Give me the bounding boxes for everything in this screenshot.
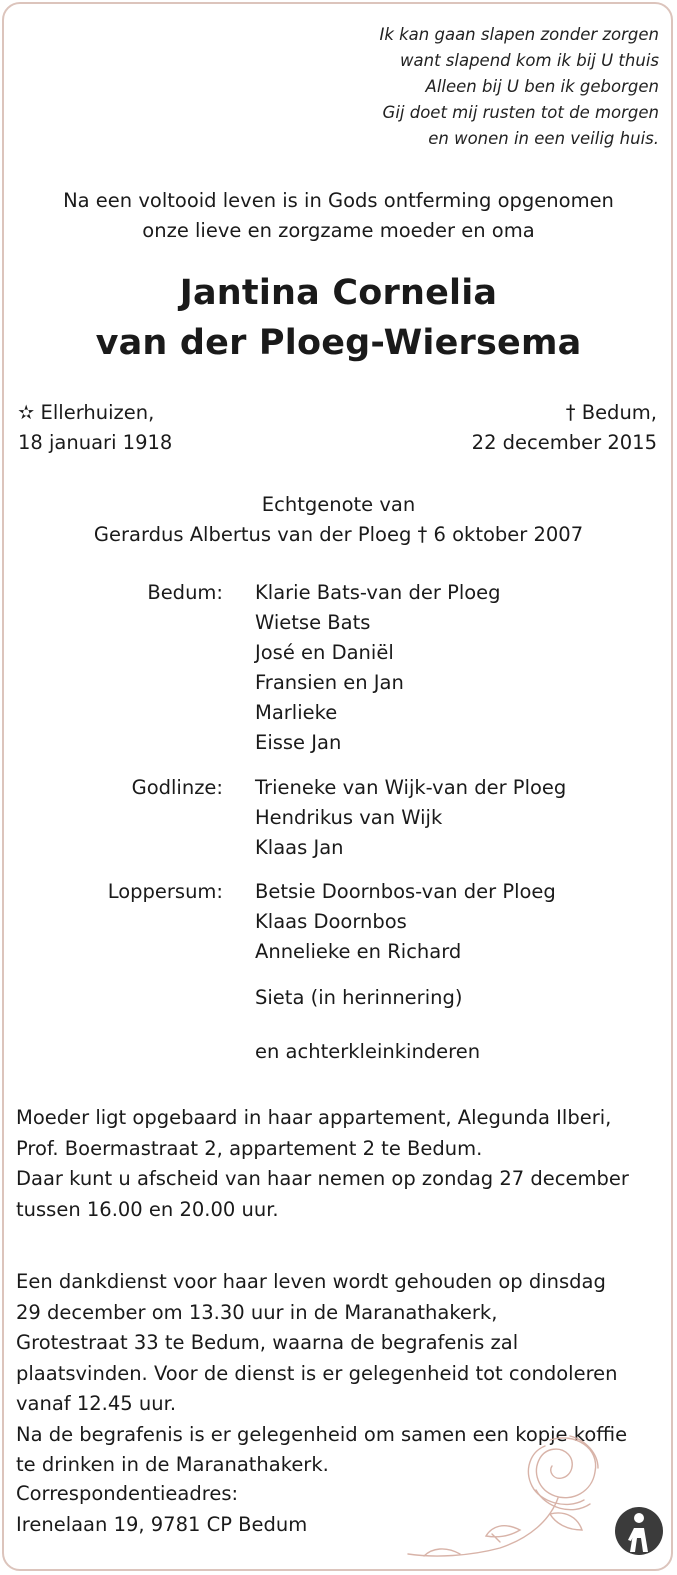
poem-line: Alleen bij U ben ik geborgen xyxy=(425,77,659,96)
text-line: Daar kunt u afscheid van haar nemen op zondag 27 december xyxy=(16,1167,629,1190)
death-date: 22 december 2015 xyxy=(471,431,657,454)
birth-date: 18 januari 1918 xyxy=(18,431,173,454)
family-list xyxy=(0,578,677,1067)
family-member: Annelieke en Richard xyxy=(255,940,462,963)
poem-line: Gij doet mij rusten tot de morgen xyxy=(382,103,659,122)
death-info xyxy=(472,398,657,458)
family-member: Hendrikus van Wijk xyxy=(255,806,443,829)
spouse-info xyxy=(0,490,677,550)
star-icon: ✫ xyxy=(18,401,35,424)
family-group xyxy=(0,773,677,877)
text-line: Irenelaan 19, 9781 CP Bedum xyxy=(16,1512,308,1536)
poem-line: want slapend kom ik bij U thuis xyxy=(400,51,659,70)
text-line: Na de begrafenis is er gelegenheid om samen een kopje koffie xyxy=(16,1422,628,1446)
family-member: Klaas Doornbos xyxy=(255,910,407,933)
family-group xyxy=(0,578,677,773)
family-member: Klaas Jan xyxy=(255,836,344,859)
birth-place: Ellerhuizen, xyxy=(40,401,155,424)
family-member: Trieneke van Wijk-van der Ploeg xyxy=(255,776,567,799)
deceased-name xyxy=(0,268,677,368)
family-group xyxy=(0,877,677,983)
family-place: Godlinze: xyxy=(131,776,223,799)
family-member: José en Daniël xyxy=(255,641,394,664)
text-line: te drinken in de Maranathakerk. xyxy=(16,1453,329,1476)
intro-line: Na een voltooid leven is in Gods ontferming opgenomen xyxy=(63,189,614,212)
spouse-line: Gerardus Albertus van der Ploeg † 6 oktober 2007 xyxy=(93,523,584,546)
intro-text xyxy=(0,186,677,246)
family-place: Bedum: xyxy=(147,581,223,604)
name-line: van der Ploeg-Wiersema xyxy=(95,323,582,363)
family-group xyxy=(0,1037,677,1067)
poem-line: Ik kan gaan slapen zonder zorgen xyxy=(379,25,659,44)
family-group xyxy=(0,983,677,1037)
death-place: Bedum, xyxy=(581,401,657,424)
family-member: Fransien en Jan xyxy=(255,671,404,694)
family-member: Klarie Bats-van der Ploeg xyxy=(255,581,501,604)
intro-line: onze lieve en zorgzame moeder en oma xyxy=(142,219,535,242)
family-member: en achterkleinkinderen xyxy=(255,1040,481,1063)
birth-info xyxy=(18,398,172,458)
text-line: Een dankdienst voor haar leven wordt gehouden op dinsdag xyxy=(16,1270,606,1293)
poem-line: en wonen in een veilig huis. xyxy=(428,129,659,148)
text-line: tussen 16.00 en 20.00 uur. xyxy=(16,1197,279,1221)
family-member: Betsie Doornbos-van der Ploeg xyxy=(255,880,556,903)
name-line: Jantina Cornelia xyxy=(179,273,498,313)
family-member: Eisse Jan xyxy=(255,731,342,754)
family-place: Loppersum: xyxy=(107,880,223,903)
rose-icon xyxy=(400,1430,615,1565)
text-line: 29 december om 13.30 uur in de Maranathakerk, xyxy=(16,1300,498,1324)
viewing-paragraph xyxy=(16,1103,661,1225)
poem xyxy=(239,22,659,152)
text-line: Moeder ligt opgebaard in haar appartement, Alegunda Ilberi, xyxy=(16,1106,612,1129)
family-member: Marlieke xyxy=(255,701,338,724)
text-line: vanaf 12.45 uur. xyxy=(16,1392,177,1415)
cross-icon: † xyxy=(565,401,576,424)
family-member: Wietse Bats xyxy=(255,611,371,634)
text-line: plaatsvinden. Voor de dienst is er gelegenheid tot condoleren xyxy=(16,1361,618,1385)
text-line: Correspondentieadres: xyxy=(16,1482,239,1505)
text-line: Grotestraat 33 te Bedum, waarna de begrafenis zal xyxy=(16,1331,519,1354)
family-member: Sieta (in herinnering) xyxy=(255,986,463,1009)
spouse-line: Echtgenote van xyxy=(261,493,416,516)
text-line: Prof. Boermastraat 2, appartement 2 te Bedum. xyxy=(16,1136,483,1160)
person-logo-icon xyxy=(614,1506,664,1556)
